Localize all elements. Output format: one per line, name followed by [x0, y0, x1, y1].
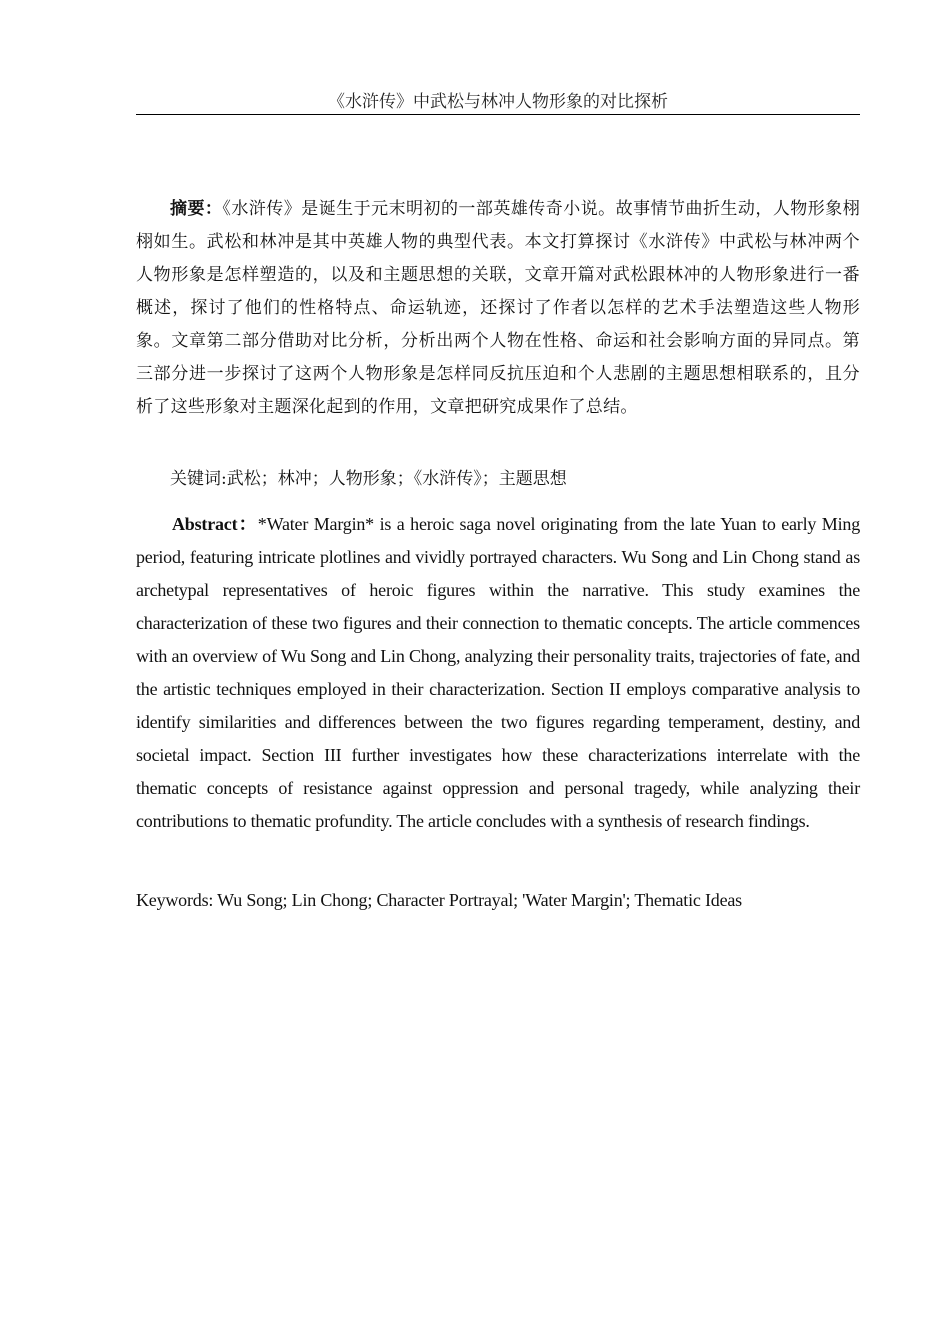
- english-abstract-text: *Water Margin* is a heroic saga novel originating from the late Yuan to early Ming period, featuring intricate plotlines and vividly portrayed characters. Wu Song and Lin Chong stand as archetypal representatives of heroic figures within the narrative. This study examines the characterization of these two figures and their connection to thematic concepts. The article commences with an overview of Wu Song and Lin Chong, analyzing their personality traits, trajectories of fate, and the artistic techniques employed in their characterization. Section II employs comparative analysis to identify similarities and differences between the two figures regarding temperament, destiny, and societal impact. Section III further investigates how these characterizations interrelate with the thematic concepts of resistance against oppression and personal tragedy, while analyzing their contributions to thematic profundity. The article concludes with a synthesis of research findings.: [136, 514, 861, 831]
- english-abstract: [136, 508, 860, 838]
- english-keywords-text: Keywords: Wu Song; Lin Chong; Character Portrayal; 'Water Margin'; Thematic Ideas: [136, 890, 742, 910]
- english-abstract-label: Abstract：: [172, 514, 258, 534]
- chinese-keywords-separator: :: [221, 469, 227, 489]
- chinese-keywords: [136, 464, 860, 494]
- running-title: 《水浒传》中武松与林冲人物形象的对比探析: [328, 92, 668, 112]
- english-keywords: [136, 884, 860, 917]
- chinese-abstract-label: 摘要：: [170, 199, 223, 219]
- chinese-abstract-text: 《水浒传》是诞生于元末明初的一部英雄传奇小说。故事情节曲折生动，人物形象栩栩如生。武松和林冲是其中英雄人物的典型代表。本文打算探讨《水浒传》中武松与林冲两个人物形象是怎样塑造的，以及和主题思想的关联，文章开篇对武松跟林冲的人物形象进行一番概述，探讨了他们的性格特点、命运轨迹，还探讨了作者以怎样的艺术手法塑造这些人物形象。文章第二部分借助对比分析，分析出两个人物在性格、命运和社会影响方面的异同点。第三部分进一步探讨了这两个人物形象是怎样同反抗压迫和个人悲剧的主题思想相联系的，且分析了这些形象对主题深化起到的作用，文章把研究成果作了总结。: [136, 199, 860, 417]
- running-header: [136, 90, 860, 115]
- chinese-keywords-text: 武松；林冲；人物形象；《水浒传》；主题思想: [226, 469, 567, 489]
- chinese-keywords-label: 关键词: [170, 469, 221, 489]
- chinese-abstract: [136, 193, 860, 424]
